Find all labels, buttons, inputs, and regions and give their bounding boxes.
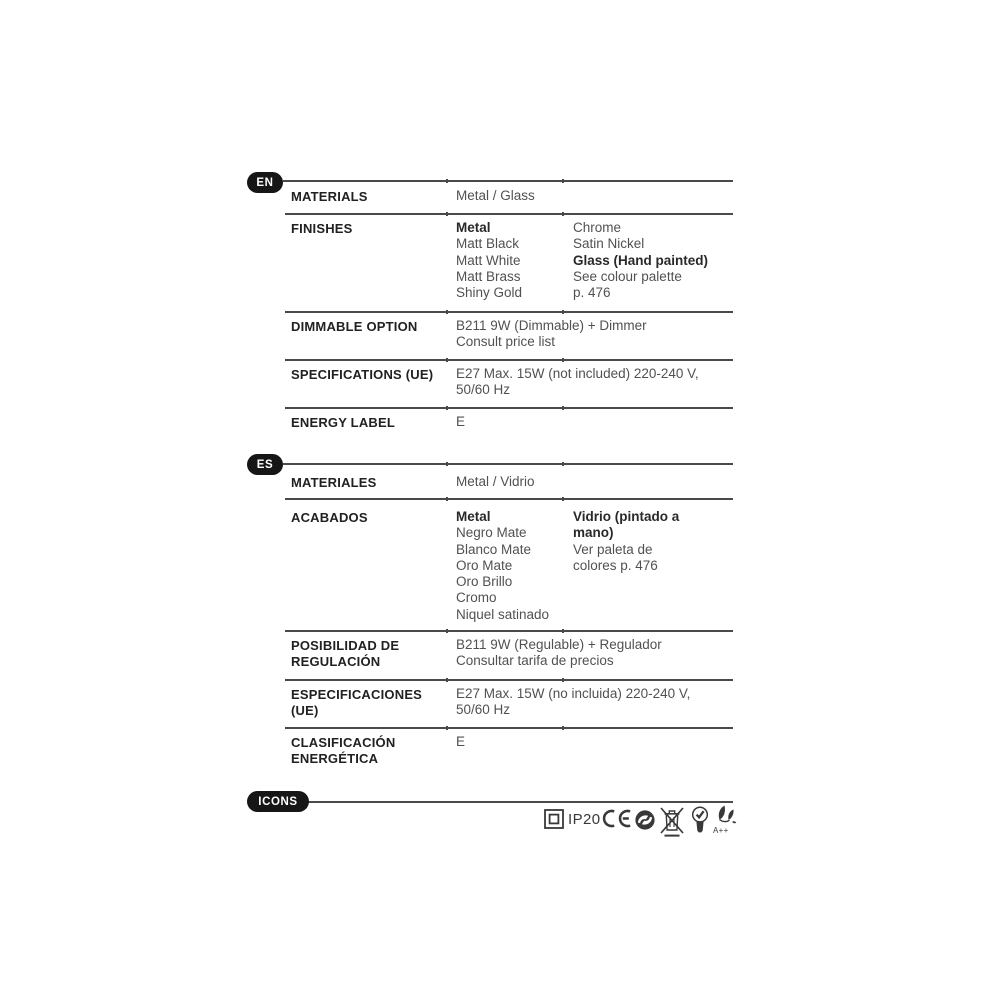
dimmable-line: B211 9W (Dimmable) + Dimmer: [456, 318, 647, 333]
materials-value: Metal / Glass: [456, 188, 535, 203]
specifications-label: SPECIFICATIONS (UE): [291, 367, 434, 382]
divider: [283, 180, 733, 182]
regulacion-line: Consultar tarifa de precios: [456, 653, 614, 669]
divider: [285, 213, 733, 215]
clasificacion-value: E: [456, 734, 466, 749]
finish-item: Matt Black: [456, 236, 520, 252]
finishes-glass-heading: Glass (Hand painted): [573, 252, 709, 268]
dimmable-line: Consult price list: [456, 334, 556, 350]
finishes-metal-heading: Metal: [456, 220, 491, 235]
especificaciones-label: ESPECIFICACIONES (UE): [291, 687, 423, 719]
regulacion-value: [456, 637, 662, 670]
divider: [285, 407, 733, 409]
clasificacion-label: CLASIFICACIÓN ENERGÉTICA: [291, 735, 396, 767]
acabado-item: Niquel satinado: [456, 606, 550, 622]
dimmable-option-label: DIMMABLE OPTION: [291, 319, 418, 334]
acabado-item: Oro Mate: [456, 557, 513, 573]
divider: [285, 727, 733, 729]
finishes-label: FINISHES: [291, 221, 353, 236]
divider: [285, 311, 733, 313]
divider: [285, 679, 733, 681]
acabados-label: ACABADOS: [291, 510, 368, 525]
ip-rating-label: IP20: [568, 811, 601, 828]
energy-leaves-icon: [712, 805, 737, 827]
acabados-vidrio-heading: mano): [573, 525, 614, 541]
energy-label-value: E: [456, 414, 466, 429]
acabado-item: Negro Mate: [456, 525, 527, 541]
class-ii-insulation-icon: [544, 809, 564, 829]
bulb-check-icon: [691, 806, 709, 834]
acabado-item: Blanco Mate: [456, 541, 532, 557]
acabados-vidrio-note: colores p. 476: [573, 557, 658, 573]
finish-item: Satin Nickel: [573, 236, 645, 252]
acabado-item: Oro Brillo: [456, 574, 513, 590]
specifications-line: 50/60 Hz: [456, 382, 511, 398]
acabados-vidrio-heading: Vidrio (pintado a: [573, 509, 680, 524]
materials-label: MATERIALS: [291, 189, 368, 204]
regulacion-label: POSIBILIDAD DE REGULACIÓN: [291, 638, 400, 670]
acabados-vidrio-list: [573, 509, 679, 574]
divider: [283, 463, 733, 465]
ce-mark-icon: [602, 808, 632, 829]
especificaciones-value: [456, 686, 690, 719]
materiales-label: MATERIALES: [291, 475, 377, 490]
divider: [285, 630, 733, 632]
acabados-metal-heading: Metal: [456, 509, 491, 524]
dimmable-option-value: [456, 318, 647, 351]
divider: [285, 498, 733, 500]
divider: [285, 359, 733, 361]
green-dot-recycle-icon: [635, 810, 655, 830]
acabado-item: Cromo: [456, 590, 497, 606]
finish-item: Matt White: [456, 252, 521, 268]
finish-item: Shiny Gold: [456, 285, 523, 301]
energy-label-label: ENERGY LABEL: [291, 415, 396, 430]
language-badge-es: ES: [247, 454, 283, 475]
specifications-line: E27 Max. 15W (not included) 220-240 V,: [456, 366, 699, 381]
regulacion-line: B211 9W (Regulable) + Regulador: [456, 637, 662, 652]
weee-crossed-bin-icon: [660, 805, 684, 837]
finish-item: Matt Brass: [456, 268, 521, 284]
energy-class-label: A++: [713, 826, 729, 835]
finishes-glass-note: p. 476: [573, 285, 611, 301]
finishes-metal-list: [456, 220, 522, 301]
language-badge-en: EN: [247, 172, 283, 193]
finishes-glass-note: See colour palette: [573, 268, 682, 284]
icons-divider: [306, 801, 733, 803]
finishes-other-list: [573, 220, 708, 301]
especificaciones-line: E27 Max. 15W (no incluida) 220-240 V,: [456, 686, 691, 701]
especificaciones-line: 50/60 Hz: [456, 702, 511, 718]
icons-badge: ICONS: [247, 791, 309, 812]
specifications-value: [456, 366, 699, 399]
acabados-vidrio-note: Ver paleta de: [573, 541, 653, 557]
materiales-value: Metal / Vidrio: [456, 474, 535, 489]
finish-item: Chrome: [573, 220, 622, 235]
acabados-metal-list: [456, 509, 549, 623]
